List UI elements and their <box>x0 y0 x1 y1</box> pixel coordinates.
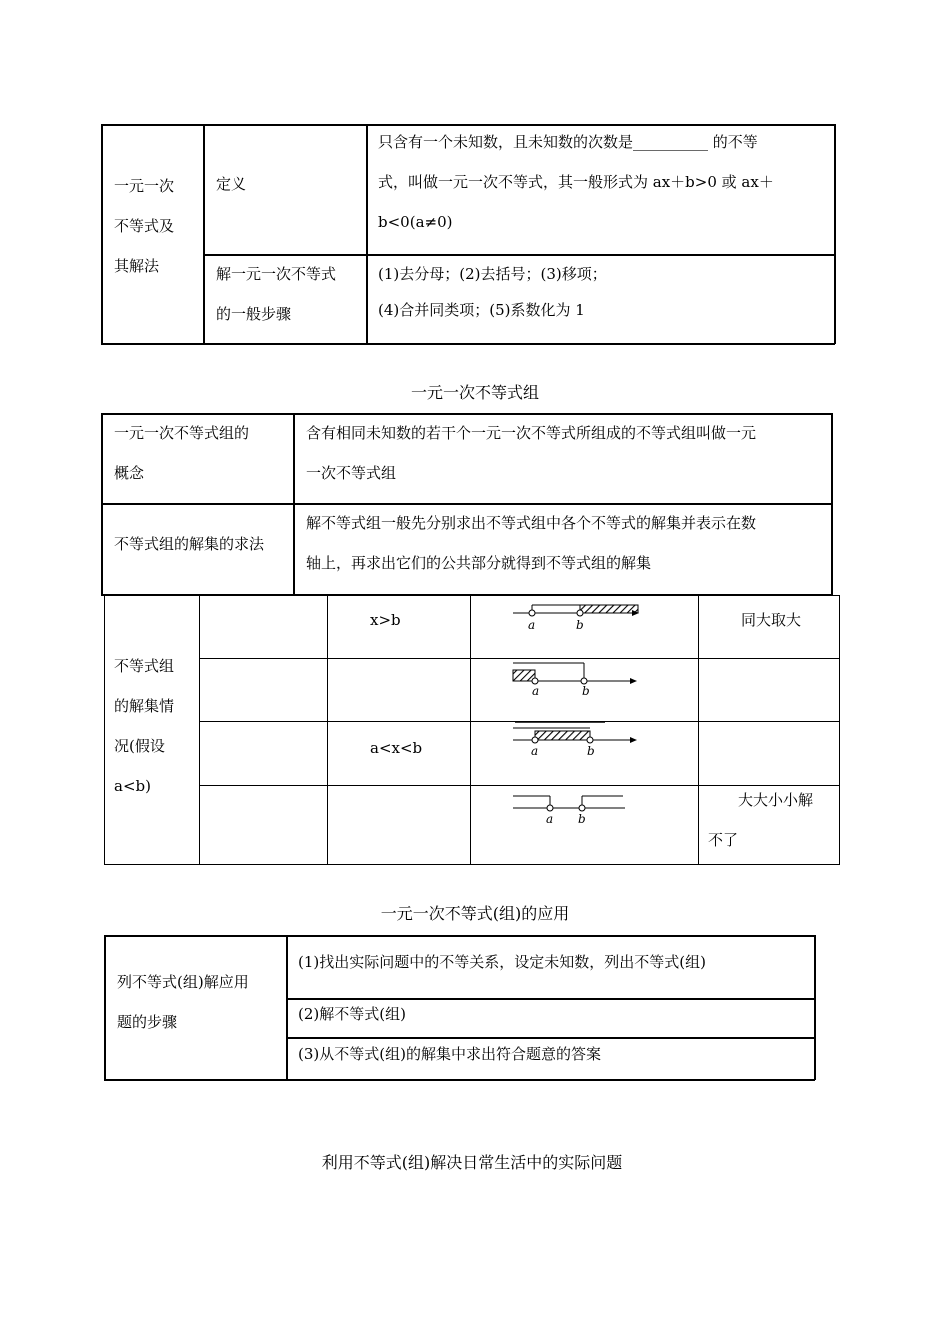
axis-label-b: b <box>587 744 595 758</box>
number-line-row3 <box>505 722 650 762</box>
step-2: (2)解不等式(组) <box>298 1005 406 1023</box>
rule-row4: 大大小小解 不了 <box>708 791 814 849</box>
axis-label-b: b <box>578 812 586 826</box>
method-label: 不等式组的解集的求法 <box>114 535 265 553</box>
method-text: 解不等式组一般先分别求出不等式组中各个不等式的解集并表示在数 轴上，再求出它们的公共部分就得到不等式组的解集 <box>306 514 757 572</box>
steps-label: 解一元一次不等式 的一般步骤 <box>216 265 337 323</box>
axis-label-a: a <box>532 684 540 698</box>
definition-label: 定义 <box>216 175 247 193</box>
rule-row1: 同大取大 <box>741 611 802 629</box>
number-line-row1 <box>505 600 650 634</box>
solution-row3: a<x<b <box>370 739 423 757</box>
step-3: (3)从不等式(组)的解集中求出符合题意的答案 <box>298 1045 601 1063</box>
section-heading-application: 一元一次不等式(组)的应用 <box>380 904 570 923</box>
cases-topic-label: 不等式组 的解集情 况(假设 a<b) <box>114 657 175 795</box>
solution-row1: x>b <box>370 611 401 629</box>
number-line-row2 <box>505 660 650 700</box>
section-heading-inequality-system: 一元一次不等式组 <box>410 383 539 402</box>
concept-label: 一元一次不等式组的 概念 <box>114 424 250 482</box>
axis-label-b: b <box>576 618 584 632</box>
application-label: 列不等式(组)解应用 题的步骤 <box>117 973 249 1031</box>
axis-label-b: b <box>582 684 590 698</box>
axis-label-a: a <box>531 744 539 758</box>
definition-text: 只含有一个未知数，且未知数的次数是__________ 的不等 式，叫做一元一次不等式，其一般形式为 ax＋b>0 或 ax＋ b<0(a≠0) <box>378 133 774 231</box>
concept-text: 含有相同未知数的若干个一元一次不等式所组成的不等式组叫做一元 一次不等式组 <box>306 424 757 482</box>
section-heading-daily-life: 利用不等式(组)解决日常生活中的实际问题 <box>321 1153 623 1172</box>
number-line-row4 <box>505 788 650 828</box>
topic-label: 一元一次 不等式及 其解法 <box>114 177 175 275</box>
axis-label-a: a <box>546 812 554 826</box>
axis-label-a: a <box>528 618 536 632</box>
step-1: (1)找出实际问题中的不等关系，设定未知数，列出不等式(组) <box>298 953 706 971</box>
steps-text: (1)去分母；(2)去括号；(3)移项； (4)合并同类项；(5)系数化为 1 <box>378 265 607 319</box>
